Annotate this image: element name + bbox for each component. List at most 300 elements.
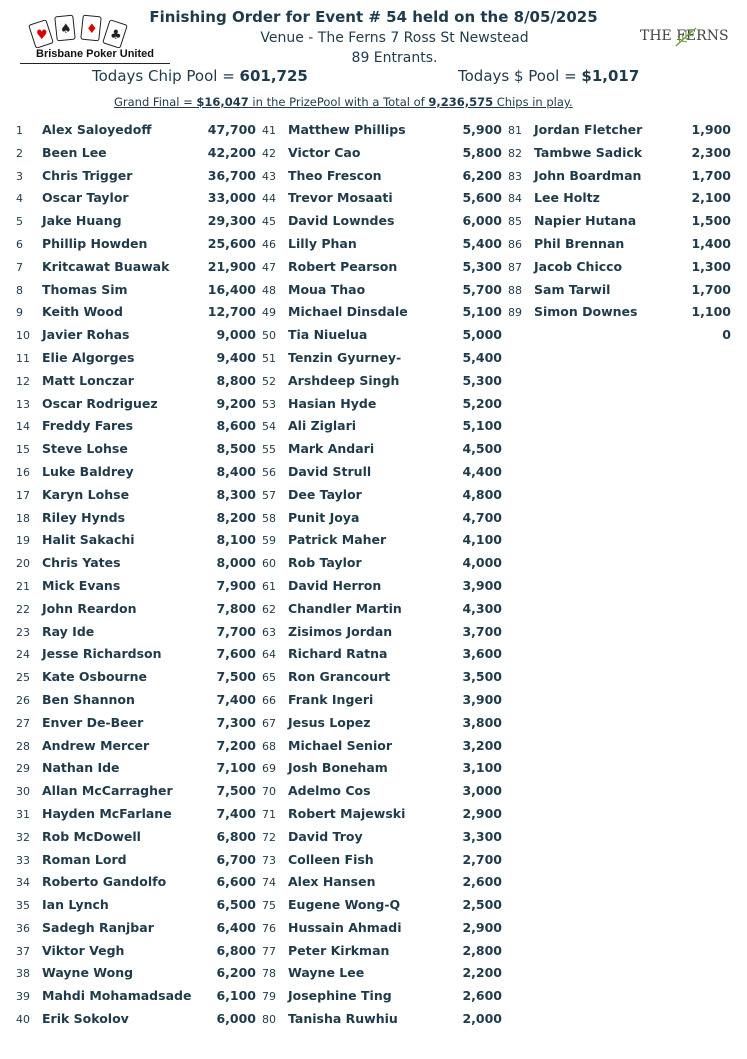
result-rank: 51 — [262, 351, 276, 365]
chip-count: 4,700 — [462, 509, 502, 525]
result-row — [16, 735, 256, 758]
player-name: Hasian Hyde — [288, 395, 377, 411]
chip-count: 1,700 — [691, 281, 731, 297]
result-rank: 74 — [262, 876, 276, 890]
player-name: Jake Huang — [42, 213, 122, 229]
chip-count: 6,800 — [216, 828, 256, 844]
result-rank: 56 — [262, 465, 276, 479]
player-name: John Reardon — [42, 600, 137, 616]
result-rank: 34 — [16, 876, 30, 890]
result-rank: 71 — [262, 807, 276, 821]
result-row — [508, 279, 731, 302]
venue-line: Venue - The Ferns 7 Ross St Newstead — [260, 30, 529, 46]
result-rank: 35 — [16, 899, 30, 913]
grand-final-value: $16,047 — [196, 95, 249, 109]
player-name: Colleen Fish — [288, 851, 374, 867]
result-row — [16, 233, 256, 256]
chip-count: 7,900 — [216, 577, 256, 593]
chip-pool — [92, 67, 308, 85]
chip-count: 7,500 — [216, 783, 256, 799]
result-row — [262, 940, 502, 963]
result-row — [262, 757, 502, 780]
chip-count: 6,000 — [216, 1011, 256, 1027]
chip-count: 2,300 — [691, 144, 731, 160]
result-rank: 65 — [262, 671, 276, 685]
chip-count: 5,300 — [462, 372, 502, 388]
result-rank: 46 — [262, 237, 276, 251]
result-rank: 76 — [262, 921, 276, 935]
result-row — [262, 894, 502, 917]
chip-count: 8,800 — [216, 372, 256, 388]
chip-count: 5,100 — [462, 418, 502, 434]
result-rank: 36 — [16, 921, 30, 935]
chip-count: 8,000 — [216, 555, 256, 571]
result-row — [508, 233, 731, 256]
chip-count: 7,400 — [216, 691, 256, 707]
dollar-pool-label: Todays $ Pool = — [458, 67, 582, 85]
player-name: Hussain Ahmadi — [288, 919, 402, 935]
result-rank: 62 — [262, 602, 276, 616]
chip-count: 3,600 — [462, 646, 502, 662]
chip-count: 8,200 — [216, 509, 256, 525]
result-row — [262, 643, 502, 666]
chip-count: 4,000 — [462, 555, 502, 571]
result-row — [508, 119, 731, 142]
result-rank: 41 — [262, 124, 276, 137]
player-name: Kritcawat Buawak — [42, 258, 170, 274]
result-row — [16, 393, 256, 416]
chip-count: 7,500 — [216, 669, 256, 685]
result-row — [16, 256, 256, 279]
chip-count: 47,700 — [207, 122, 256, 137]
player-name: Richard Ratna — [288, 646, 388, 662]
player-name: Allan McCarragher — [42, 783, 173, 799]
chip-count: 33,000 — [207, 190, 256, 206]
result-rank: 73 — [262, 853, 276, 867]
result-row — [262, 849, 502, 872]
player-name: Luke Baldrey — [42, 463, 134, 479]
result-row — [16, 301, 256, 324]
player-name: Jesus Lopez — [288, 714, 371, 730]
result-row — [508, 256, 731, 279]
result-row — [262, 962, 502, 985]
svg-text:♣: ♣ — [110, 28, 122, 43]
result-row — [16, 940, 256, 963]
player-name: Ray Ide — [42, 623, 95, 639]
result-rank: 42 — [262, 146, 276, 160]
result-row — [16, 507, 256, 530]
result-rank: 3 — [16, 169, 23, 183]
result-rank: 14 — [16, 420, 30, 434]
result-rank: 82 — [508, 146, 522, 160]
grand-final-label: Grand Final = — [114, 95, 197, 109]
result-row — [262, 256, 502, 279]
result-rank: 69 — [262, 762, 276, 776]
player-name: Trevor Mosaati — [288, 190, 393, 206]
result-rank: 27 — [16, 716, 30, 730]
result-rank: 38 — [16, 967, 30, 981]
chip-count: 5,600 — [462, 190, 502, 206]
result-row — [262, 621, 502, 644]
result-rank: 5 — [16, 215, 23, 229]
chip-count: 42,200 — [207, 144, 256, 160]
player-name: John Boardman — [534, 167, 642, 183]
chip-count: 1,100 — [691, 304, 731, 320]
svg-text:♥: ♥ — [36, 28, 48, 43]
chip-count: 5,800 — [462, 144, 502, 160]
chip-count: 29,300 — [207, 213, 256, 229]
chip-count: 2,800 — [462, 942, 502, 958]
player-name: Phil Brennan — [534, 235, 625, 251]
result-rank: 31 — [16, 807, 30, 821]
result-row — [508, 324, 731, 347]
result-rank: 29 — [16, 762, 30, 776]
chip-count: 2,000 — [462, 1011, 502, 1027]
result-rank: 4 — [16, 192, 23, 206]
result-row — [262, 119, 502, 142]
chip-count: 9,200 — [216, 395, 256, 411]
result-rank: 1 — [16, 124, 23, 137]
result-rank: 23 — [16, 625, 30, 639]
result-row — [262, 871, 502, 894]
result-rank: 8 — [16, 283, 23, 297]
result-rank: 84 — [508, 192, 522, 206]
result-row — [16, 621, 256, 644]
result-rank: 44 — [262, 192, 276, 206]
chip-count: 8,400 — [216, 463, 256, 479]
result-row — [262, 917, 502, 940]
result-rank: 20 — [16, 557, 30, 571]
entrants-line: 89 Entrants. — [351, 50, 438, 66]
player-name: Arshdeep Singh — [288, 372, 400, 388]
venue-logo-text: THE FERNS — [640, 28, 729, 44]
player-name: Roberto Gandolfo — [42, 874, 167, 890]
result-row — [16, 415, 256, 438]
chip-count: 9,000 — [216, 327, 256, 343]
result-row — [16, 552, 256, 575]
player-name: Patrick Maher — [288, 532, 387, 548]
result-rank: 19 — [16, 534, 30, 548]
result-rank: 12 — [16, 374, 30, 388]
chip-count: 16,400 — [207, 281, 256, 297]
result-row — [16, 461, 256, 484]
result-row — [262, 735, 502, 758]
chip-count: 6,200 — [462, 167, 502, 183]
chip-count: 3,500 — [462, 669, 502, 685]
logo-text: Brisbane Poker United — [36, 48, 154, 60]
result-row — [262, 210, 502, 233]
result-rank: 64 — [262, 648, 276, 662]
result-row — [262, 461, 502, 484]
chip-count: 12,700 — [207, 304, 256, 320]
player-name: Viktor Vegh — [42, 942, 125, 958]
chip-count: 1,500 — [691, 213, 731, 229]
player-name: Tambwe Sadick — [534, 144, 643, 160]
player-name: Oscar Rodriguez — [42, 395, 158, 411]
player-name: Kate Osbourne — [42, 669, 147, 685]
result-rank: 30 — [16, 785, 30, 799]
chip-count: 6,600 — [216, 874, 256, 890]
grand-final-mid: in the PrizePool with a Total of — [248, 95, 429, 109]
result-rank: 50 — [262, 329, 276, 343]
chip-count: 1,700 — [691, 167, 731, 183]
result-row — [16, 643, 256, 666]
result-row — [262, 507, 502, 530]
chip-count: 4,100 — [462, 532, 502, 548]
result-row — [508, 187, 731, 210]
player-name: Napier Hutana — [534, 213, 637, 229]
chip-count: 6,700 — [216, 851, 256, 867]
chip-count: 9,400 — [216, 349, 256, 365]
player-name: Zisimos Jordan — [288, 623, 393, 639]
result-row — [262, 529, 502, 552]
player-name: Sam Tarwil — [534, 281, 611, 297]
svg-text:♦: ♦ — [86, 22, 98, 37]
result-row — [16, 757, 256, 780]
result-rank: 83 — [508, 169, 522, 183]
player-name: Josh Boneham — [288, 760, 388, 776]
svg-text:♠: ♠ — [60, 22, 72, 37]
result-rank: 15 — [16, 443, 30, 457]
result-rank: 53 — [262, 397, 276, 411]
result-rank: 25 — [16, 671, 30, 685]
chip-count: 6,000 — [462, 213, 502, 229]
player-name: Rob McDowell — [42, 828, 141, 844]
result-row — [16, 187, 256, 210]
result-row — [262, 712, 502, 735]
result-row — [16, 985, 256, 1008]
player-name: Riley Hynds — [42, 509, 126, 525]
result-row — [16, 529, 256, 552]
result-rank: 54 — [262, 420, 276, 434]
player-name: Oscar Taylor — [42, 190, 129, 206]
chip-count: 5,700 — [462, 281, 502, 297]
result-row — [16, 119, 256, 142]
result-row — [262, 780, 502, 803]
result-row — [262, 233, 502, 256]
player-name: Wayne Wong — [42, 965, 134, 981]
chip-count: 2,100 — [691, 190, 731, 206]
result-rank: 33 — [16, 853, 30, 867]
result-rank: 58 — [262, 511, 276, 525]
result-rank: 24 — [16, 648, 30, 662]
result-row — [16, 142, 256, 165]
chip-count: 6,100 — [216, 988, 256, 1004]
result-row — [508, 142, 731, 165]
result-rank: 59 — [262, 534, 276, 548]
result-rank: 6 — [16, 237, 23, 251]
result-row — [508, 165, 731, 188]
player-name: David Herron — [288, 577, 382, 593]
chip-count: 3,100 — [462, 760, 502, 776]
player-name: David Strull — [288, 463, 372, 479]
player-name: Eugene Wong-Q — [288, 897, 401, 913]
player-name: Ron Grancourt — [288, 669, 391, 685]
player-name: Alex Hansen — [288, 874, 376, 890]
player-name: Jesse Richardson — [42, 646, 162, 662]
result-rank: 39 — [16, 990, 30, 1004]
player-name: Robert Majewski — [288, 805, 406, 821]
result-rank: 87 — [508, 260, 522, 274]
result-rank: 9 — [16, 306, 23, 320]
chip-count: 3,900 — [462, 691, 502, 707]
result-rank: 86 — [508, 237, 522, 251]
chip-count: 21,900 — [207, 258, 256, 274]
chip-count: 7,700 — [216, 623, 256, 639]
result-row — [16, 324, 256, 347]
result-rank: 16 — [16, 465, 30, 479]
chip-count: 2,600 — [462, 874, 502, 890]
player-name: Ian Lynch — [42, 897, 109, 913]
chip-count: 4,800 — [462, 486, 502, 502]
result-row — [16, 598, 256, 621]
result-rank: 72 — [262, 830, 276, 844]
result-row — [262, 575, 502, 598]
player-name: Chris Yates — [42, 555, 121, 571]
result-row — [262, 187, 502, 210]
result-rank: 32 — [16, 830, 30, 844]
page-title: Finishing Order for Event # 54 held on the 8/05/2025 — [149, 8, 598, 26]
chip-count: 2,600 — [462, 988, 502, 1004]
result-row — [16, 438, 256, 461]
player-name: Freddy Fares — [42, 418, 134, 434]
chip-count: 8,100 — [216, 532, 256, 548]
chip-count: 5,000 — [462, 327, 502, 343]
player-name: Thomas Sim — [42, 281, 128, 297]
chip-count: 8,500 — [216, 441, 256, 457]
player-name: Ali Ziglari — [288, 418, 357, 434]
result-rank: 21 — [16, 579, 30, 593]
player-name: Robert Pearson — [288, 258, 398, 274]
result-row — [262, 666, 502, 689]
result-row — [16, 666, 256, 689]
chip-count: 2,700 — [462, 851, 502, 867]
chip-count: 5,400 — [462, 235, 502, 251]
player-name: Halit Sakachi — [42, 532, 135, 548]
result-rank: 52 — [262, 374, 276, 388]
player-name: Moua Thao — [288, 281, 366, 297]
chip-pool-label: Todays Chip Pool = — [92, 67, 240, 85]
result-rank: 88 — [508, 283, 522, 297]
result-row — [262, 985, 502, 1008]
player-name: Karyn Lohse — [42, 486, 130, 502]
result-rank: 63 — [262, 625, 276, 639]
player-name: Simon Downes — [534, 304, 638, 320]
result-rank: 13 — [16, 397, 30, 411]
result-row — [262, 415, 502, 438]
result-rank: 37 — [16, 944, 30, 958]
result-rank: 89 — [508, 306, 522, 320]
grand-final-line — [114, 95, 573, 109]
result-row — [262, 803, 502, 826]
result-row — [16, 894, 256, 917]
result-rank: 45 — [262, 215, 276, 229]
chip-count: 3,700 — [462, 623, 502, 639]
player-name: David Lowndes — [288, 213, 395, 229]
result-rank: 7 — [16, 260, 23, 274]
results-column-1 — [16, 119, 256, 1031]
player-name: Rob Taylor — [288, 555, 362, 571]
result-rank: 60 — [262, 557, 276, 571]
result-row — [262, 279, 502, 302]
player-name: David Troy — [288, 828, 363, 844]
result-rank: 80 — [262, 1013, 276, 1027]
player-name: Peter Kirkman — [288, 942, 390, 958]
player-name: Phillip Howden — [42, 235, 148, 251]
player-name: Jacob Chicco — [534, 258, 623, 274]
player-name: Matthew Phillips — [288, 122, 406, 137]
chip-count: 8,300 — [216, 486, 256, 502]
result-row — [262, 347, 502, 370]
result-rank: 79 — [262, 990, 276, 1004]
player-name: Mark Andari — [288, 441, 375, 457]
chip-count: 1,900 — [691, 122, 731, 137]
result-row — [16, 917, 256, 940]
chip-count: 25,600 — [207, 235, 256, 251]
player-name: Ben Shannon — [42, 691, 135, 707]
player-name: Chris Trigger — [42, 167, 133, 183]
player-name: Alex Saloyedoff — [42, 122, 152, 137]
result-row — [262, 438, 502, 461]
result-row — [262, 370, 502, 393]
result-rank: 47 — [262, 260, 276, 274]
result-row — [16, 712, 256, 735]
chip-count: 3,000 — [462, 783, 502, 799]
player-name: Frank Ingeri — [288, 691, 374, 707]
result-row — [16, 849, 256, 872]
player-name: Michael Senior — [288, 737, 392, 753]
player-name: Elie Algorges — [42, 349, 135, 365]
player-name: Tia Niuelua — [288, 327, 368, 343]
result-row — [262, 689, 502, 712]
result-rank: 66 — [262, 693, 276, 707]
chip-count: 5,200 — [462, 395, 502, 411]
result-rank: 49 — [262, 306, 276, 320]
result-row — [16, 279, 256, 302]
result-row — [16, 575, 256, 598]
player-name: Enver De-Beer — [42, 714, 144, 730]
result-row — [16, 370, 256, 393]
result-row — [262, 826, 502, 849]
player-name: Matt Lonczar — [42, 372, 134, 388]
chip-count: 1,300 — [691, 258, 731, 274]
chip-count: 2,900 — [462, 919, 502, 935]
chip-count: 1,400 — [691, 235, 731, 251]
result-row — [16, 962, 256, 985]
dollar-pool-value: $1,017 — [581, 67, 640, 85]
result-rank: 11 — [16, 351, 30, 365]
result-rank: 68 — [262, 739, 276, 753]
player-name: Javier Rohas — [42, 327, 130, 343]
player-name: Dee Taylor — [288, 486, 362, 502]
chip-count: 3,900 — [462, 577, 502, 593]
player-name: Josephine Ting — [288, 988, 392, 1004]
result-rank: 17 — [16, 488, 30, 502]
chip-count: 7,100 — [216, 760, 256, 776]
player-name: Adelmo Cos — [288, 783, 371, 799]
chip-count: 2,200 — [462, 965, 502, 981]
player-name: Tenzin Gyurney- — [288, 349, 402, 365]
result-row — [16, 1008, 256, 1031]
result-rank: 48 — [262, 283, 276, 297]
result-rank: 57 — [262, 488, 276, 502]
grand-final-chips: 9,236,575 — [428, 95, 494, 109]
chip-count: 0 — [722, 327, 731, 343]
result-rank: 85 — [508, 215, 522, 229]
result-rank: 75 — [262, 899, 276, 913]
player-name: Tanisha Ruwhiu — [288, 1011, 398, 1027]
chip-count: 4,500 — [462, 441, 502, 457]
